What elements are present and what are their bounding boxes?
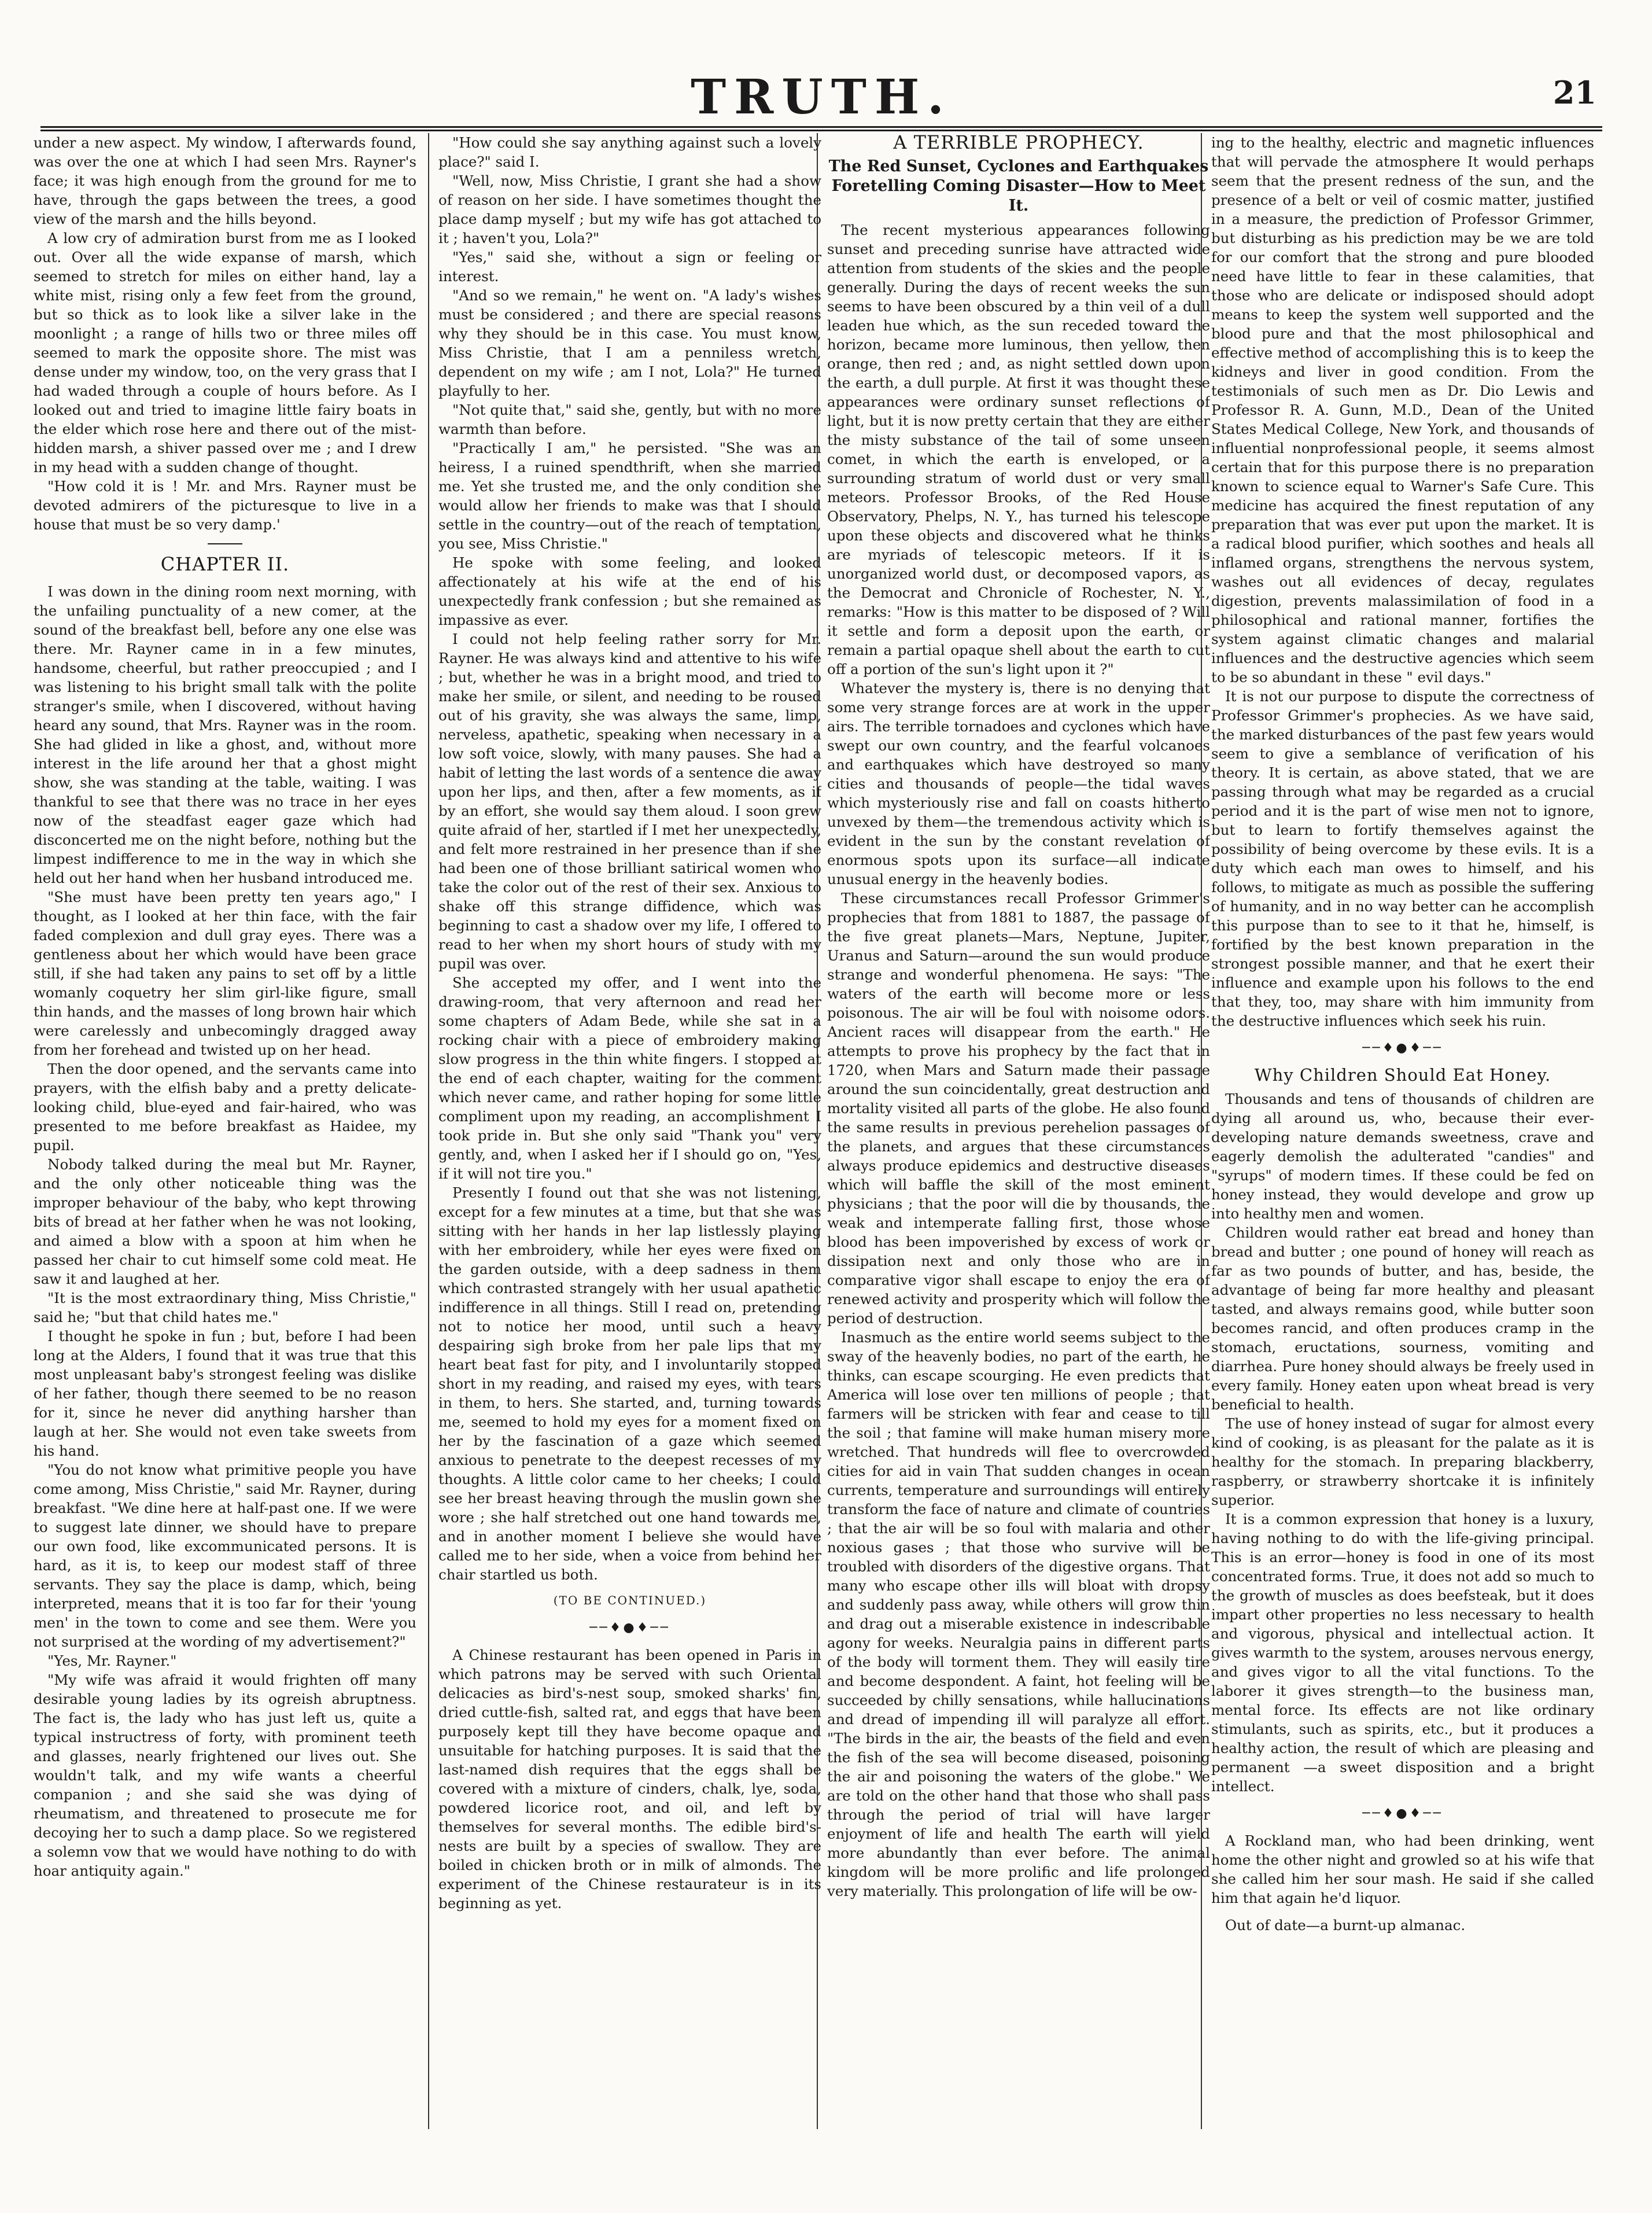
chapter-heading: CHAPTER II.: [160, 553, 290, 575]
paragraph: "It is the most extraordinary thing, Miss Christie," said he; "but that child hates me.": [34, 1290, 416, 1325]
masthead: [40, 69, 1602, 127]
ornamental-divider: ──♦●♦──: [1362, 1041, 1443, 1055]
paragraph: He spoke with some feeling, and looked affectionately at his wife at the end of his unexpectedly frank confession ; but she remained as impassive as ever.: [438, 554, 821, 628]
paragraph: These circumstances recall Professor Grimmer's prophecies that from 1881 to 1887, the passage of the five great planets—Mars, Neptune, Jupiter, Uranus and Saturn—around the sun would produce strange and wonderful phenomena. He says: "The waters of the earth will become more or less poisonous. The air will be foul with noisome odors. Ancient races will disappear from the earth." He attempts to prove his prophecy by the fact that in 1720, when Mars and Saturn made their passage around the sun coincidentally, great destruction and mortality visited all parts of the globe. He also found the same results in previous perehelion passages of the planets, and argues that these circumstances always produce epidemics and destructive diseases which will baffle the skill of the most eminent physicians ; that the poor will die by thousands, the weak and intemperate falling first, those whose blood has been impoverished by excess of work or dissipation next and only those who are in comparative vigor shall escape to enjoy the era of renewed activity and prosperity which will follow the period of destruction.: [827, 890, 1210, 1327]
column-1: [34, 133, 416, 2141]
paragraph: under a new aspect. My window, I afterwards found, was over the one at which I had seen Mrs. Rayner's face; it was high enough from the ground for me to have, through the gaps between the trees, a good view of the marsh and the hills beyond.: [34, 134, 416, 227]
article-title: Why Children Should Eat Honey.: [1254, 1065, 1551, 1085]
paragraph: Whatever the mystery is, there is no denying that some very strange forces are at work in the upper airs. The terrible tornadoes and cyclones which have swept our own country, and the fearful volcanoes and earthquakes which have destroyed so many cities and thousands of people—the tidal waves which mysteriously rise and fall on coasts hitherto unvexed by them—the tremendous activity which is evident in the sun by the constant revelation of enormous spots upon its surface—all indicate unusual energy in the heavenly bodies.: [827, 680, 1210, 888]
masthead-rule-thin: [40, 130, 1602, 131]
to-be-continued: (TO BE CONTINUED.): [553, 1593, 707, 1607]
paragraph: "Not quite that," said she, gently, but with no more warmth than before.: [438, 402, 821, 437]
paragraph: I could not help feeling rather sorry for Mr. Rayner. He was always kind and attentive to his wife ; but, whether he was in a bright mood, and tried to make her smile, or silent, and needing to be roused out of his gravity, she was always the same, limp, nerveless, apathetic, speaking when necessary in a low soft voice, slowly, with many pauses. She had a habit of letting the last words of a sentence die away upon her lips, and then, after a few moments, as if by an effort, she would say them aloud. I soon grew quite afraid of her, startled if I met her unexpectedly, and felt more restrained in her presence than if she had been one of those brilliant satirical women who take the color out of the rest of their sex. Anxious to shake off this strange diffidence, which was beginning to cast a shadow over my life, I offered to read to her when my short hours of study with my pupil was over.: [438, 631, 821, 972]
paragraph: She accepted my offer, and I went into the drawing-room, that very afternoon and read her some chapters of Adam Bede, while she sat in a rocking chair with a piece of embroidery making slow progress in the thin white fingers. I stopped at the end of each chapter, waiting for the comment which never came, and rather hoping for some little compliment upon my reading, an accomplishment I took pride in. But she only said "Thank you" very gently, and, when I asked her if I should go on, "Yes, if it will not tire you.": [438, 974, 821, 1182]
paragraph: The use of honey instead of sugar for almost every kind of cooking, is as pleasant for the palate as it is healthy for the stomach. In preparing blackberry, raspberry, or strawberry shortcake it is infinitely superior.: [1211, 1415, 1594, 1508]
paragraph: Children would rather eat bread and honey than bread and butter ; one pound of honey will reach as far as two pounds of butter, and has, beside, the advantage of being far more healthy and pleasant tasted, and always remains good, while butter soon becomes rancid, and often produces cramp in the stomach, eructations, sourness, vomiting and diarrhea. Pure honey should always be freely used in every family. Honey eaten upon wheat bread is very beneficial to health.: [1211, 1224, 1594, 1413]
ornamental-divider: ──♦●♦──: [1362, 1806, 1443, 1821]
masthead-rule: [40, 126, 1602, 128]
column-3: [827, 133, 1210, 2141]
column-2: [438, 133, 821, 2141]
paragraph: "My wife was afraid it would frighten off many desirable young ladies by its ogreish abruptness. The fact is, the lady who has just left us, quite a typical instructress of forty, with prominent teeth and glasses, nearly frightened our lives out. She wouldn't talk, and my wife wants a cheerful companion ; and she said she was dying of rheumatism, and threatened to prosecute me for decoying her to such a damp place. So we registered a solemn vow that we would have nothing to do with hoar antiquity again.": [34, 1671, 416, 1879]
paragraph: Thousands and tens of thousands of children are dying all around us, who, because their ever-developing nature demands sweetness, crave and eagerly demolish the adulterated "candies" and "syrups" of modern times. If these could be fed on honey instead, they would develope and grow up into healthy men and women.: [1211, 1091, 1594, 1222]
paragraph: "Yes, Mr. Rayner.": [47, 1652, 177, 1669]
paragraph: "Yes," said she, without a sign or feeling or interest.: [438, 249, 821, 285]
paragraph: A Chinese restaurant has been opened in Paris in which patrons may be served with such Oriental delicacies as bird's-nest soup, smoked sharks' fin, dried cuttle-fish, salted rat, and eggs that have been purposely kept till they have become opaque and unsuitable for hatching purposes. It is said that the last-named dish requires that the eggs shall be covered with a mixture of cinders, chalk, lye, soda, powdered licorice root, and oil, and left by themselves for several months. The edible bird's-nests are built by a species of swallow. They are boiled in chicken broth or in milk of almonds. The experiment of the Chinese restaurateur is in its beginning as yet.: [438, 1647, 821, 1912]
paragraph: Out of date—a burnt-up almanac.: [1225, 1917, 1466, 1934]
paragraph: Then the door opened, and the servants came into prayers, with the elfish baby and a pretty delicate-looking child, blue-eyed and fair-haired, who was presented to me before breakfast as Haidee, my pupil.: [34, 1061, 416, 1154]
column-4: [1211, 133, 1594, 2141]
paragraph: I was down in the dining room next morning, with the unfailing punctuality of a new comer, at the sound of the breakfast bell, before any one else was there. Mr. Rayner came in in a few minutes, handsome, cheerful, but rather preoccupied ; and I was listening to his bright small talk with the polite stranger's smile, when I discovered, without having heard any sound, that Mrs. Rayner was in the room. She had glided in like a ghost, and, without more interest in the life around her that a ghost might show, she was standing at the table, waiting. I was thankful to see that there was no trace in her eyes now of the steadfast eager gaze which had disconcerted me on the night before, nothing but the limpest indifference to me in the way in which she held out her hand when her husband introduced me.: [34, 583, 416, 886]
article-title: A TERRIBLE PROPHECY.: [893, 133, 1144, 153]
paragraph: ing to the healthy, electric and magnetic influences that will pervade the atmosphere It would perhaps seem that the present redness of the sun, and the presence of a belt or veil of cosmic matter, justified in a measure, the prediction of Professor Grimmer, but disturbing as his prediction may be we are told for our comfort that the strong and pure blooded need have little to fear in these calamities, that those who are delicate or indisposed should adopt means to keep the system well supported and the blood pure and that the most philosophical and effective method of accomplishing this is to keep the kidneys and liver in good condition. From the testimonials of such men as Dr. Dio Lewis and Professor R. A. Gunn, M.D., Dean of the United States Medical College, New York, and thousands of influential nonprofessional people, it seems almost certain that for this purpose there is no preparation known to science equal to Warner's Safe Cure. This medicine has acquired the finest reputation of any preparation that was ever put upon the market. It is a radical blood purifier, which soothes and heals all inflamed organs, strengthens the nervous system, washes out all evidences of decay, regulates digestion, prevents malassimilation of food in a philosophical and rational manner, fortifies the system against climatic changes and malarial influences and the destructive agencies which seem to be so abundant in these " evil days.": [1211, 134, 1594, 686]
paragraph: Inasmuch as the entire world seems subject to the sway of the heavenly bodies, no part of the earth, he thinks, can escape scourging. He even predicts that America will lose over ten millions of people ; that farmers will be stricken with fear and cease to till the soil ; that famine will make human misery more wretched. That hundreds will flee to overcrowded cities for aid in vain That sudden changes in ocean currents, temperature and surroundings will entirely transform the face of nature and climate of countries ; that the air will be so foul with malaria and other noxious gases ; that those who survive will be troubled with disorders of the digestive organs. That many who escape other ills will bloat with dropsy and suddenly pass away, while others will grow thin and drag out a miserable existence in indescribable agony for weeks. Neuralgia pains in different parts of the body will torment them. They will easily tire and become despondent. A faint, hot feeling will be succeeded by chilly sensations, while hallucinations and dread of impending ill will paralyze all effort. "The birds in the air, the beasts of the field and even the fish of the sea will become diseased, poisoning the air and poisoning the waters of the globe." We are told on the other hand that those who shall pass through the period of trial will have larger enjoyment of life and health The earth will yield more abundantly than ever before. The animal kingdom will be more prolific and life prolonged very materially. This prolongation of life will be ow-: [827, 1329, 1210, 1899]
paragraph: Presently I found out that she was not listening, except for a few minutes at a time, but that she was sitting with her hands in her lap listlessly playing with her embroidery, while her eyes were fixed on the garden outside, with a deep sadness in them which contrasted strangely with her usual apathetic indifference in all things. Still I read on, pretending not to notice her mood, until such a heavy despairing sigh broke from her pale lips that my heart beat fast for pity, and I involuntarily stopped short in my reading, and raised my eyes, with tears in them, to hers. She started, and, turning towards me, seemed to hold my eyes for a moment fixed on her by the fascination of a gaze which seemed anxious to penetrate to the deepest recesses of my thoughts. A little color came to her cheeks; I could see her breast heaving through the muslin gown she wore ; she half stretched out one hand towards me, and in another moment I believe she would have called me to her side, when a voice from behind her chair startled us both.: [438, 1184, 821, 1583]
paragraph: A Rockland man, who had been drinking, went home the other night and growled so at his wife that she called him her sour mash. He said if she called him that again he'd liquor.: [1211, 1832, 1594, 1906]
paragraph: The recent mysterious appearances following sunset and preceding sunrise have attracted wide attention from students of the skies and the people generally. During the days of recent weeks the sun seems to have been obscured by a thin veil of a dull leaden hue which, as the sun receded toward the horizon, became more luminous, then yellow, then orange, then red ; and, as night settled down upon the earth, a dull purple. At first it was thought these appearances were ordinary sunset reflections of light, but it is now pretty certain that they are either the misty substance of the tail of some unseen comet, in which the earth is enveloped, or a surrounding stratum of world dust or very small meteors. Professor Brooks, of the Red House Observatory, Phelps, N. Y., has turned his telescope upon these objects and discovered what he thinks are myriads of telescopic meteors. If it is unorganized world dust, or decomposed vapors, as the Democrat and Chronicle of Rochester, N. Y., remarks: "How is this matter to be disposed of ? Will it settle and form a deposit upon the earth, or remain a partial opaque shell about the earth to cut off a portion of the sun's light upon it ?": [827, 222, 1210, 677]
paragraph: "Well, now, Miss Christie, I grant she had a show of reason on her side. I have sometimes thought the place damp myself ; but my wife has got attached to it ; haven't you, Lola?": [438, 172, 821, 246]
paragraph: It is not our purpose to dispute the correctness of Professor Grimmer's prophecies. As we have said, the marked disturbances of the past few years would seem to give a semblance of verification of his theory. It is certain, as above stated, that we are passing through what may be regarded as a crucial period and it is the part of wise men not to ignore, but to learn to fortify themselves against the possibility of being overcome by these evils. It is a duty which each man owes to himself, and his follows, to mitigate as much as possible the suffering of humanity, and in no way better can he accomplish this purpose than to see to it that he, himself, is fortified by the best known preparation in the strongest possible manner, and that he exert their influence and example upon his follows to the end that they, too, may share with him immunity from the destructive influences which seek his ruin.: [1211, 688, 1594, 1029]
paragraph: "How could she say anything against such a lovely place?" said I.: [438, 134, 821, 170]
paragraph: Nobody talked during the meal but Mr. Rayner, and the only other noticeable thing was the improper behaviour of the baby, who kept throwing bits of bread at her father when he was not looking, and aimed a blow with a spoon at him when he passed her chair to cut himself some cold meat. He saw it and laughed at her.: [34, 1156, 416, 1287]
column-divider: [428, 133, 429, 2129]
paragraph: "How cold it is ! Mr. and Mrs. Rayner must be devoted admirers of the picturesque to live in a house that must be so very damp.': [34, 478, 416, 533]
paragraph: "She must have been pretty ten years ago," I thought, as I looked at her thin face, with the fair faded complexion and dull gray eyes. There was a gentleness about her which would have been grace still, if she had taken any pains to set off by a little womanly coquetry her slim girl-like figure, small thin hands, and the masses of long brown hair which were carelessly and unbecomingly dragged away from her forehead and twisted up on her head.: [34, 889, 416, 1058]
masthead-title: TRUTH.: [691, 69, 952, 125]
paragraph: "And so we remain," he went on. "A lady's wishes must be considered ; and there are special reasons why they should be in this case. You must know, Miss Christie, that I am a penniless wretch, dependent on my wife ; am I not, Lola?" He turned playfully to her.: [438, 287, 821, 399]
paragraph: A low cry of admiration burst from me as I looked out. Over all the wide expanse of marsh, which seemed to stretch for miles on either hand, lay a white mist, rising only a few feet from the ground, but so thick as to look like a silver lake in the moonlight ; a range of hills two or three miles off seemed to mark the opposite shore. The mist was dense under my window, too, on the very grass that I had waded through a couple of hours before. As I looked out and tried to imagine little fairy boats in the elder which rose here and there out of the mist-hidden marsh, a shiver passed over me ; and I drew in my head with a sudden change of thought.: [34, 230, 416, 476]
article-subtitle: The Red Sunset, Cyclones and Earthquakes Foretelling Coming Disaster—How to Meet It.: [828, 157, 1209, 215]
paragraph: "You do not know what primitive people you have come among, Miss Christie," said Mr. Rayner, during breakfast. "We dine here at half-past one. If we were to suggest late dinner, we should have to prepare our own food, like excommunicated persons. It is hard, as it is, to keep our modest staff of three servants. They say the place is damp, which, being interpreted, means that it is too far for their 'young men' in the town to come and see them. Were you not surprised at the wording of my advertisement?": [34, 1461, 416, 1650]
ornamental-divider: ──♦●♦──: [589, 1621, 670, 1635]
page-number: 21: [1553, 74, 1596, 111]
section-rule: [208, 543, 242, 544]
paragraph: It is a common expression that honey is a luxury, having nothing to do with the life-giving principal. This is an error—honey is food in one of its most concentrated forms. True, it does not add so much to the growth of muscles as does beefsteak, but it does impart other properties no less necessary to health and vigorous, physical and intellectual action. It gives warmth to the system, arouses nervous energy, and gives vigor to all the vital functions. To the laborer it gives strength—to the business man, mental force. Its effects are not like ordinary stimulants, such as spirits, etc., but it produces a healthy action, the result of which are pleasing and permanent —a sweet disposition and a bright intellect.: [1211, 1511, 1594, 1795]
paragraph: "Practically I am," he persisted. "She was an heiress, I a ruined spendthrift, when she married me. Yet she trusted me, and the only condition she would allow her friends to make was that I should settle in the country—out of the reach of temptation, you see, Miss Christie.": [438, 440, 821, 552]
paragraph: I thought he spoke in fun ; but, before I had been long at the Alders, I found that it was true that this most unpleasant baby's strongest feeling was dislike of her father, though there seemed to be no reason for it, since he never did anything harsher than laugh at her. She would not even take sweets from his hand.: [34, 1328, 416, 1459]
